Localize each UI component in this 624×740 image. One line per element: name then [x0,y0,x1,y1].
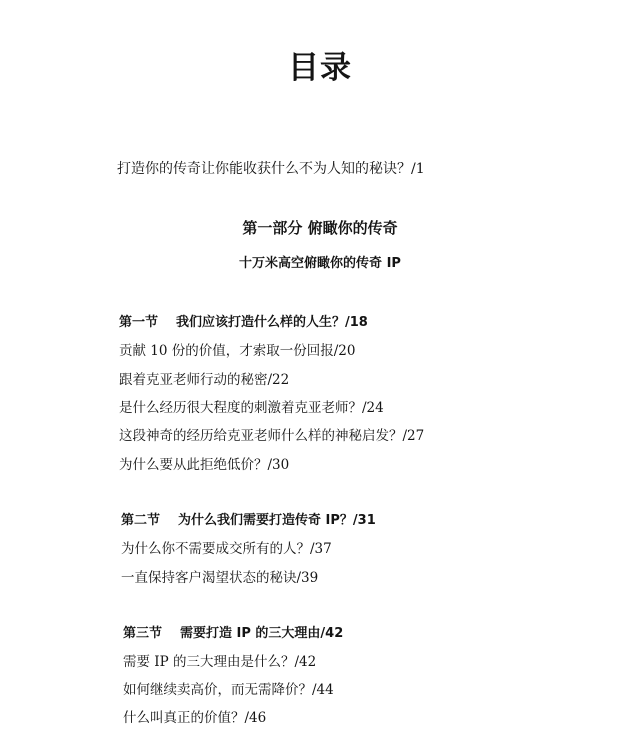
toc-entry-preface[interactable]: 打造你的传奇让你能收获什么不为人知的秘诀？/1 [117,161,425,177]
section-title: 我们应该打造什么样的人生？/18 [176,315,368,330]
toc-entry[interactable]: 需要 IP 的三大理由是什么？/42 [123,654,317,670]
toc-entry[interactable]: 什么叫真正的价值？/46 [123,710,267,726]
section-label: 第二节 [121,513,161,528]
toc-entry[interactable]: 为什么你不需要成交所有的人？/37 [121,541,332,557]
section-label: 第一节 [119,315,159,330]
toc-entry[interactable]: 跟着克亚老师行动的秘密/22 [119,372,290,388]
toc-entry[interactable]: 是什么经历很大程度的刺激着克亚老师？/24 [119,400,384,416]
toc-entry[interactable]: 如何继续卖高价，而无需降价？/44 [123,682,334,698]
part-title: 第一部分 俯瞰你的传奇 [242,219,398,237]
page-title: 目录 [288,50,352,86]
section-label: 第三节 [123,626,163,641]
section-heading-1[interactable] [119,311,368,330]
toc-entry[interactable]: 贡献 10 份的价值，才索取一份回报/20 [119,343,356,359]
toc-entry[interactable]: 一直保持客户渴望状态的秘诀/39 [121,570,319,586]
toc-entry[interactable]: 这段神奇的经历给克亚老师什么样的神秘启发？/27 [119,428,425,444]
section-title: 为什么我们需要打造传奇 IP？/31 [178,513,376,528]
toc-entry[interactable]: 为什么要从此拒绝低价？/30 [119,457,290,473]
section-heading-3[interactable] [123,622,343,641]
section-heading-2[interactable] [121,509,376,528]
section-title: 需要打造 IP 的三大理由/42 [180,626,344,641]
part-subtitle: 十万米高空俯瞰你的传奇 IP [239,256,401,271]
